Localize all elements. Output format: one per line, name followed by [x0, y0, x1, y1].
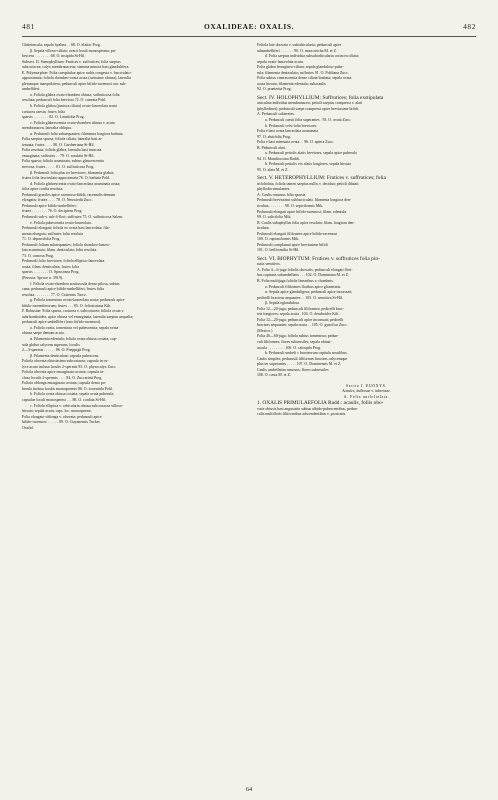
text-line: Folia elongato-oblonga v. obovata; pedunculi apice — [22, 414, 102, 419]
text-line: berula inclusa loculis monospermis 86. O. torrentula Pohl. — [22, 386, 113, 391]
text-line: acuta hirsuta; filamenta edentula; subacaulis — [257, 81, 326, 86]
text-line: A. Pedunculi subteretes. — [257, 112, 295, 117]
text-line: Glabriuscula; sepala hyalina . . 68. O. elatior Prog. — [22, 43, 101, 47]
text-line: f. Foliola ovato-rhombea acutiuscula denso pilosa, subtus — [30, 281, 120, 286]
text-line: 95. O. alata M. et Z. — [257, 167, 289, 172]
page-number-right: 482 — [463, 22, 476, 31]
text-line: 100. O. rapioniformis Mik. — [257, 237, 300, 242]
text-line: B. Pedunculi alati. — [257, 145, 286, 150]
text-line: bescens . . . . . . . . 68. O. insipida St-Hil. — [22, 54, 86, 59]
text-line: obtusa saepe demum acuta. — [22, 331, 65, 336]
text-line: Oxalid. — [22, 425, 34, 430]
text-line: bifido-racemiferorum; frutex . . . 83. O. foliosissima Kth. — [22, 303, 112, 308]
text-line: α. Filamenta edentula; foliola ovata obtusa costata; cap- — [30, 336, 117, 341]
text-line: sparsis . . . . . . . . O. Spruceana Prog. — [22, 270, 80, 275]
text-line: c. Foliola glabrescentia ovato-rhombea obtusa v. acuta — [30, 120, 115, 125]
text-line: emarginata; suffrutex . . 79. O. rosulata St-Hil. — [22, 153, 95, 158]
text-line: plerumque inaequilatera; pedunculi apice bifido-racemosi rarc sub- — [22, 81, 127, 86]
text-line: capsulae loculi monospermi . . . 88. O. cordata St-Hil. — [22, 398, 106, 402]
text-line: α. Sepala apice glanduligera; pedunculi apice incrassati; — [265, 290, 353, 295]
text-line: Pedunculi folio breviores; foliola elliptico-lanceolata — [22, 259, 105, 264]
section-body — [257, 101, 476, 173]
text-line: b. Pedunculi celsi folia breviores. — [265, 123, 318, 128]
text-line: Pedunculi apice bifido-umbelliferi; — [22, 203, 77, 208]
text-line: (Peruvia: Spruce n. 3919). — [22, 275, 63, 280]
text-line: 108. O. casta M. et Z. — [257, 373, 291, 378]
left-column — [22, 43, 241, 431]
text-line: F. Robustae: Folia sparsa, coriacea v. subcoriacea; foliola ovata v. — [22, 309, 125, 314]
text-line: elongatis; frutex . . . . 78. O. Neuwiedii Zucc. — [22, 198, 93, 203]
text-line: coriacea caesia; frutex folia — [22, 109, 65, 114]
text-line: Pedunculi elongati apice bifido-racemosi; filam. edentula — [257, 209, 347, 214]
text-line: bracteas aequantes; sepala acuta . . 105. O. gynofica Zucc. — [257, 323, 348, 328]
text-line: frutex . . . . . . . . 76. O. decipiens Prog. — [22, 209, 83, 214]
text-line: 71. O. deparcifolia Prog. — [22, 237, 61, 242]
text-line: d. Foliola glabrescentia ovato-lanceolata acuminata acuta; — [30, 181, 121, 186]
text-line: Pedunculi complanati apice breviusime bifidi — [257, 242, 328, 247]
text-line: b. Pedunculi umbeli c bracteorum capitula sessilibus. — [265, 351, 348, 356]
text-line: membranacea, lateralia obliqua. — [22, 126, 72, 131]
section-heading: Sect. IV. HOLOPHYLLIUM: Suffrutices; folia exstipulata — [257, 94, 384, 101]
text-line: a. Pedunculi petiolis alatis breviores, sepala apice puberula — [265, 151, 357, 156]
text-line: Pedunculi elongati filiformes apice bifido-racemosi — [257, 231, 338, 236]
text-line: lyce acuta inclusa loculis 2-spermis 93. O. physocalyx Zucc. — [22, 364, 117, 369]
text-line: α. Pedunculi folia subaequantes; filamenta longiora barbata. — [30, 131, 124, 136]
text-line: vatis obtusis basi angustatis subtus albido-pubescentibus, pedun- — [257, 406, 358, 411]
text-line: resoluta . . . . . . . . 77. O. Cratensis Turcz. — [22, 292, 87, 297]
tribe-subtitle: Acaules, bulbosae v. tuberosae. — [342, 389, 391, 394]
species-description — [257, 407, 476, 418]
text-line: Folia subtus cinerascentia dense ciliata limbata; sepala ovata — [257, 76, 352, 81]
text-line: Folia 12—20-juga; pedunculi filiformes; pedicelli brac- — [257, 306, 344, 311]
text-line: ticulata . . . . . . . . 98. O. sepiciformis Mik. — [257, 204, 324, 209]
text-line: 101. O. beilfromilia St-Hil. — [257, 248, 300, 253]
text-line: pedicelli bracteas aequantes . . 103. O. sensitiva St-Hil. — [257, 295, 343, 300]
text-line: approximata; foliola rhombeo-ovata acuta (rarissime obtusa), lateralia — [22, 76, 131, 81]
right-column-continuation — [257, 43, 476, 93]
text-line: a. Foliola ovata, tomentosa vel pubescentia; sepala ovata — [30, 325, 119, 330]
text-line: hirsuta; sepala acuta; caps. loc. monospermi. — [22, 409, 92, 414]
text-line: b. Pedunculi petiolis vix alatis longiores; sepala hirsuta — [265, 162, 351, 167]
text-line: teis longiores; sepala acuta . 104. O. dendroides Kth. — [257, 312, 340, 317]
text-line: a. Pedunculi filiformes floribus apice glomeratis. — [265, 284, 342, 289]
text-line: Folia glabra ferrugineo-ciliata; sepala glanduloso-pube- — [257, 65, 344, 70]
text-line: bifido-racemosi . . . . . . 89. O. Guyanensis Tucker. — [22, 420, 101, 425]
text-line: (phyllodinei); pedunculi saepe compressi apice breviusime bifidi. — [257, 106, 359, 111]
text-line: a. Foliola glabra ovato-rhombea obtusa; suffruticosa folia — [30, 92, 120, 97]
text-line: Pedunculi graciles apice racemoso-bifidi, racemulis demum — [22, 192, 116, 197]
text-line: subrhomboidea, apice obtusa vel emarginata, lateralia saepius aequalia; — [22, 314, 134, 319]
text-line: b. Foliola glabra (junioca ciliata) ovato-lanceolata acuta — [30, 104, 117, 109]
species-heading: 1. OXALIS PRIMULAEFOLIA Radd.: acaulis, foliis obo- — [257, 400, 384, 407]
text-line: menta elongata; suffrutex folia resoluta — [22, 231, 84, 236]
section-heading: Sect. VI. BIOPHYTUM: Frutices v. suffrutices folia pin- — [257, 255, 380, 262]
text-line: bus capitatis subumbellatis . . . 102. O. Dominiana M. et Z. — [257, 273, 350, 278]
text-line: 92. O. praeterita Prog. — [257, 87, 292, 92]
text-line: pedunculi apice umbelliferi (raro bifido-racemosi). — [22, 320, 102, 325]
text-line: 73. O. comosa Prog. — [22, 253, 54, 258]
text-line: Foliola obovata apice emarginata costata; capsula in- — [22, 370, 105, 375]
text-line: 97. O. alutifolia Prog. — [257, 134, 291, 139]
text-line: natis sensitivis. — [257, 262, 281, 267]
text-line: culi filiformes; flores subsessiles; sepala obtusi- — [257, 340, 332, 345]
text-line: sparsis . . . . . . . . 82. O. Laurifolia Prog. — [22, 115, 85, 120]
text-line: Foliola oblonga emarginata costata; capsula demo pu- — [22, 381, 106, 386]
text-line: articulata individua membranacea; petioli saepius compressi v. alati — [257, 101, 363, 106]
text-line: Foliola obovata obtusissima subcoriacea; capsula in cu- — [22, 359, 109, 364]
text-line: uscula . . . . . . . . . 106. O. calospila Prog. — [257, 345, 322, 350]
section-body — [257, 262, 476, 378]
text-line: Subsect. II. Stenophyllium: Frutices v. suffrutices; folia saepius — [22, 59, 121, 64]
text-line: Folia saepius sparsa; foliola ciliata, lateralia basi at- — [22, 137, 103, 142]
text-line: Folia 40—60-juga; foliola subtus tomentosa; pedun- — [257, 334, 339, 339]
text-line: resoluta; pedunculi folia breviora 72. O. cuneata Pohl. — [22, 98, 107, 103]
text-columns — [22, 43, 476, 431]
text-line: culis multifloris filiformibus adscendentibus v. prostratis. — [257, 412, 347, 417]
text-line: A. Folia 4—6-juga foliolis obovatis; pedunculi elongati flori- — [257, 267, 353, 272]
text-line: folia apice confta resoluta. — [22, 187, 64, 192]
text-line: sula glabra calycem superans, loculis — [22, 342, 80, 347]
page-number-left: 481 — [22, 22, 35, 31]
group-heading: A. Folia unifoliolata. — [343, 394, 390, 399]
text-line: b. Foliola ovata obtusa costata; sepala ovata puberula; — [30, 392, 115, 397]
text-line: plus ter superantes . . . . . 107. O. Dominensis M. et Z. — [257, 362, 342, 367]
text-line: Caulis simplex; pedunculi filiformes bracteas calycemque — [257, 356, 348, 361]
text-line: Pedunculi folium subaequantes; foliola rhombeo-lanceo- — [22, 242, 111, 247]
footer-page-number: 64 — [245, 786, 253, 793]
text-line: ticulata. — [257, 226, 270, 231]
text-line: subcoriacea; calyx membranaceus; stamina minora basi glandulifera. — [22, 65, 130, 70]
text-line: sepala ovato-lanceolata acuta. — [257, 59, 304, 64]
text-line: B. Caulis subaphyllus folia apice resoluta; filam. longiora den- — [257, 220, 355, 225]
tribe-title: Sectio I. EUOXYS. — [346, 383, 387, 388]
text-line: subumbelliferi . . . . . . . 90. O. macrotricha M. et Z. — [257, 48, 337, 53]
text-line: frutex folia fasciculato-approximata 76. O. barbata Pohl. — [22, 176, 111, 181]
text-line: 94. O. Mandioccana Raddi. — [257, 156, 300, 161]
text-line: e. Foliola pubescentia ovato-lanceolata. — [30, 220, 92, 225]
text-line: 99. O. salicifolia Mik. — [257, 215, 292, 220]
text-line: 2—3-spermis . . . . . . 86. O. Poeppigii Prog. — [22, 348, 91, 353]
page-footer — [22, 786, 476, 793]
text-line: phyllodia simulantes. — [257, 187, 291, 192]
text-line: (Mexico.) — [257, 328, 273, 333]
text-line: β. Sepala eglandulosa. — [265, 301, 300, 306]
text-line: nervosa; frutex . . . . . 81. O. suffruticosa Prog. — [22, 165, 95, 170]
running-title: OXALIDEAE: OXALIS. — [203, 22, 295, 31]
text-line: acuta; filam. denticulata; frutex folia — [22, 264, 79, 269]
text-line: d. Folia saepius individua subsuborbicularia coriacea ciliata; — [265, 54, 360, 59]
text-line: umbelliferi. — [22, 87, 41, 92]
text-line: Pedunculi sub-v. sub-4-flori; suffrutex 75. O. suffruticosa Salzm. — [22, 214, 124, 219]
text-line: Caulis umbellatim ramosus; flores subsessiles — [257, 367, 329, 372]
text-line: clusa loculis 2-spermis . . . . 84. O. Zuccarinii Prog. — [22, 375, 103, 380]
right-column — [257, 43, 476, 431]
text-line: β. Sepala villoso-ciliata; ovarii loculi monosperma; pu- — [30, 48, 116, 53]
section-body — [257, 182, 476, 254]
text-line: β. Filamenta denticulata; capsula pubescens. — [30, 353, 100, 358]
text-line: lata acuminata; filam. denticulata; folia resoluta — [22, 248, 97, 253]
text-line: trifoliolata, foliola tamen saepius nullis v. decidua; petioli dilatati — [257, 181, 359, 186]
text-line: Folia sparsa; foliola acuminata, subtus glaucescentia — [22, 159, 104, 164]
running-header — [22, 22, 476, 37]
text-line: A. Caulis ramosus folia sparsis. — [257, 192, 307, 197]
text-line: Folia 12—20-juga; pedunculi apice incrassati; pedicelli — [257, 317, 344, 322]
text-line: E. Polymorphoe: Folia caespitulae apice radiis congesta v. fasciculato- — [22, 70, 132, 75]
text-line: g. Foliola tomentoso ovato-lanceolata acuta; pedunculi apice — [30, 298, 125, 303]
text-line: a. Pedunculi caesii folia superantes . 93. O. ovata Zucc. — [265, 117, 352, 122]
text-line: rula; filamenta denticulata; suffrutex 91. O. Pohliana Zucc. — [257, 70, 349, 75]
text-line: cana; pedunculi apice bifido-umbelliferi; frutex folia — [22, 287, 104, 292]
text-line: B. Folia multijuga foliolis linearibus v. rhombeis. — [257, 279, 334, 283]
text-line: Pedunculi elongati; foliola ex ovata basi lanceolata; fila- — [22, 226, 110, 231]
text-line: Folia resoluta; foliola glabra, lateralia basi truncata — [22, 148, 102, 153]
text-line: c. Foliola elliptica v. orbicularia obtusa subcoriacea villoso- — [30, 403, 123, 408]
text-line: β. Pedunculi folia plus ter breviores; filamenta glabra; — [30, 170, 115, 175]
text-line: tenuata; frutex . . . . 80. O. Gardneriana St-Hil. — [22, 142, 95, 147]
section-heading: Sect. V. HETEROPHYLLIUM: Frutices v. suffrutices; folia — [257, 175, 386, 182]
text-line: Pedunculi breviusimi subfasciculati; filamenta longiora den- — [257, 198, 352, 203]
text-line: Folia e basi attenuata ovata . . 96. O. aptera Zucc. — [257, 140, 335, 145]
text-line: Foliola late obovata v. suborbicularia; pedunculi apice — [257, 43, 342, 47]
text-line: Folia e basi ovata lanceolata acuminata — [257, 129, 319, 134]
